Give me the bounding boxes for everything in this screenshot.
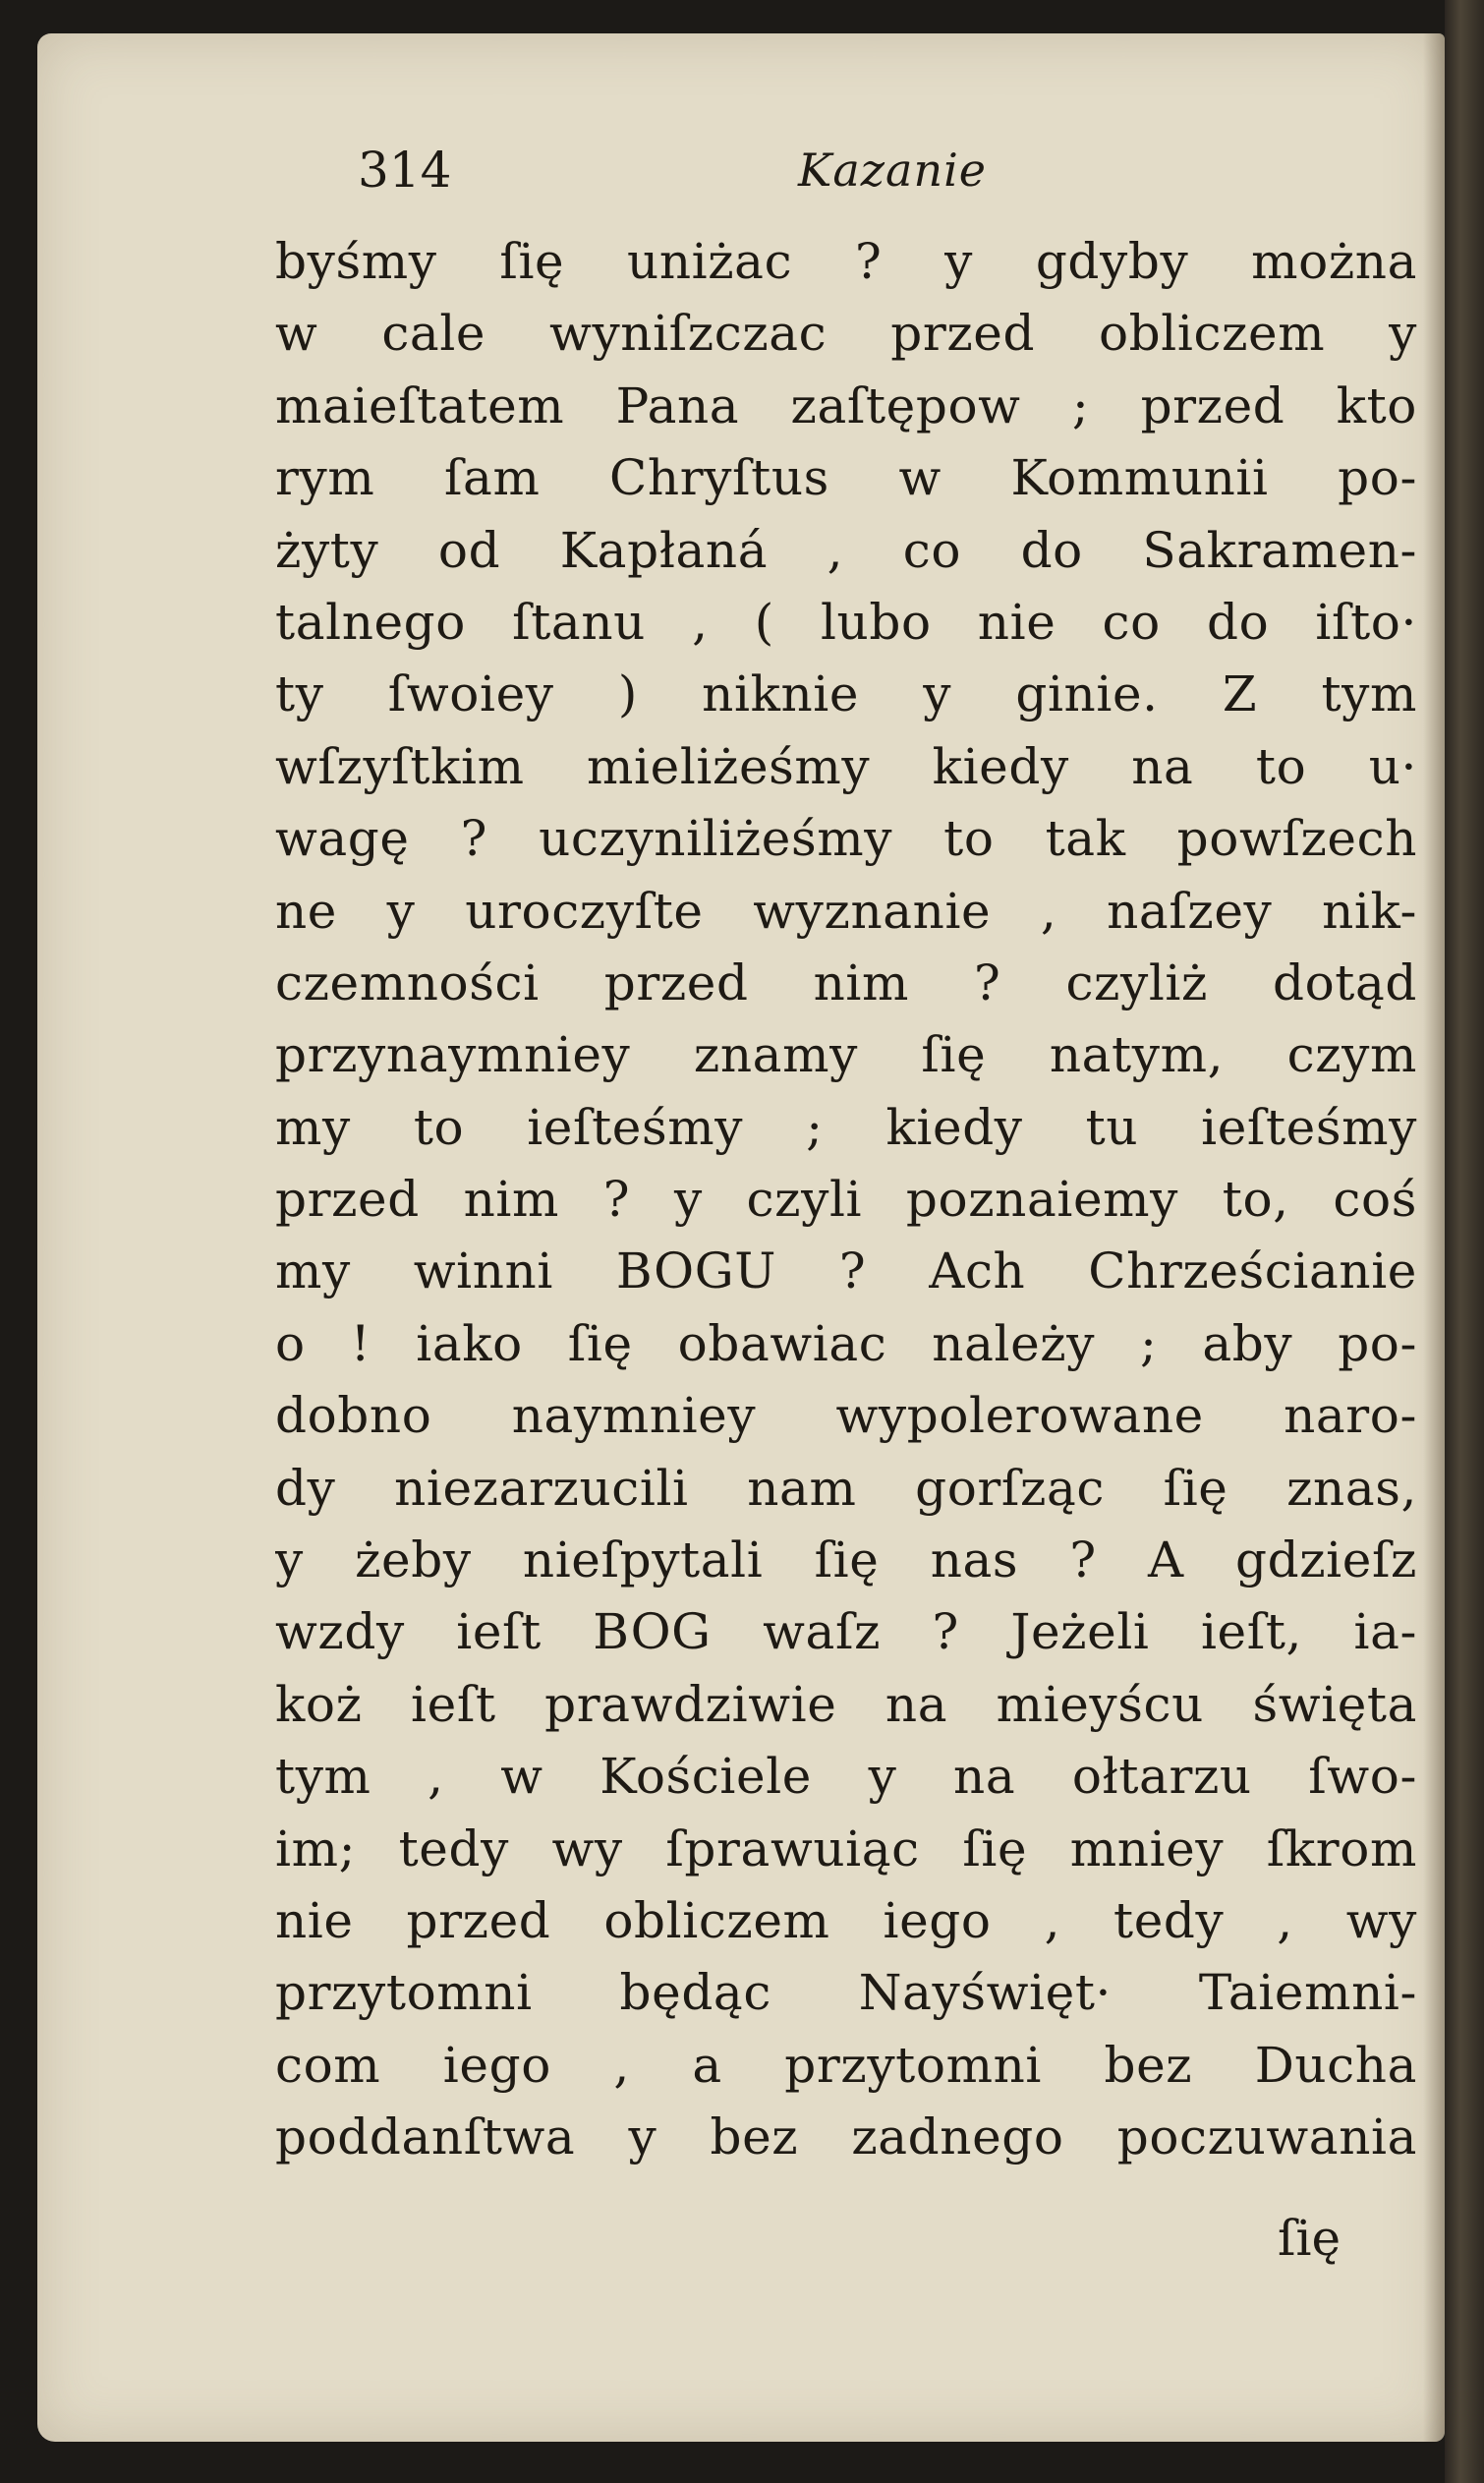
running-title: Kazanie bbox=[798, 144, 988, 197]
text-line: y żeby nieſpytali ſię nas ? A gdzieſz bbox=[275, 1531, 1417, 1589]
text-line: dobno naymniey wypolerowane naro- bbox=[275, 1387, 1417, 1445]
text-line: koż ieſt prawdziwie na mieyścu święta bbox=[275, 1675, 1417, 1733]
text-line: nie przed obliczem iego , tedy , wy bbox=[275, 1891, 1417, 1949]
text-line: dy niezarzucili nam gorſząc ſię znas, bbox=[275, 1459, 1417, 1517]
text-line: ty ſwoiey ) niknie y ginie. Z tym bbox=[275, 665, 1417, 723]
text-line: przynaymniey znamy ſię natym, czym bbox=[275, 1026, 1417, 1084]
text-line: ne y uroczyſte wyznanie , naſzey nik- bbox=[275, 882, 1417, 940]
text-line: wzdy ieſt BOG waſz ? Jeżeli ieſt, ia- bbox=[275, 1603, 1417, 1661]
text-line: talnego ſtanu , ( lubo nie co do iſto· bbox=[275, 593, 1417, 651]
book-page bbox=[37, 33, 1445, 2442]
text-line: maieſtatem Pana zaſtępow ; przed kto bbox=[275, 376, 1417, 434]
page-header bbox=[358, 132, 1399, 210]
text-line: czemności przed nim ? czyliż dotąd bbox=[275, 953, 1417, 1011]
text-line: o ! iako ſię obawiac należy ; aby po- bbox=[275, 1314, 1417, 1372]
text-line: wagę ? uczyniliżeśmy to tak powſzech bbox=[275, 810, 1417, 868]
text-line: przed nim ? y czyli poznaiemy to, coś bbox=[275, 1171, 1417, 1229]
text-line: przytomni będąc Nayświęt· Taiemni- bbox=[275, 1964, 1417, 2022]
text-line: wſzyſtkim mieliżeśmy kiedy na to u· bbox=[275, 737, 1417, 795]
page-number: 314 bbox=[358, 142, 452, 199]
text-line: poddanſtwa y bez zadnego poczuwania bbox=[275, 2108, 1417, 2166]
book-spine bbox=[1445, 0, 1484, 2483]
body-text bbox=[275, 226, 1417, 2174]
text-line: com iego , a przytomni bez Ducha bbox=[275, 2036, 1417, 2094]
text-line: byśmy ſię uniżac ? y gdyby można bbox=[275, 233, 1417, 290]
text-line: my winni BOGU ? Ach Chrześcianie bbox=[275, 1242, 1417, 1300]
text-line: tym , w Kościele y na ołtarzu ſwo- bbox=[275, 1748, 1417, 1806]
catchword: ſię bbox=[1278, 2210, 1341, 2267]
text-line: im; tedy wy ſprawuiąc ſię mniey ſkrom bbox=[275, 1819, 1417, 1877]
text-line: rym ſam Chryſtus w Kommunii po- bbox=[275, 449, 1417, 507]
text-line: żyty od Kapłaná , co do Sakramen- bbox=[275, 521, 1417, 579]
text-line: my to ieſteśmy ; kiedy tu ieſteśmy bbox=[275, 1098, 1417, 1156]
text-line: w cale wyniſzczac przed obliczem y bbox=[275, 305, 1417, 363]
